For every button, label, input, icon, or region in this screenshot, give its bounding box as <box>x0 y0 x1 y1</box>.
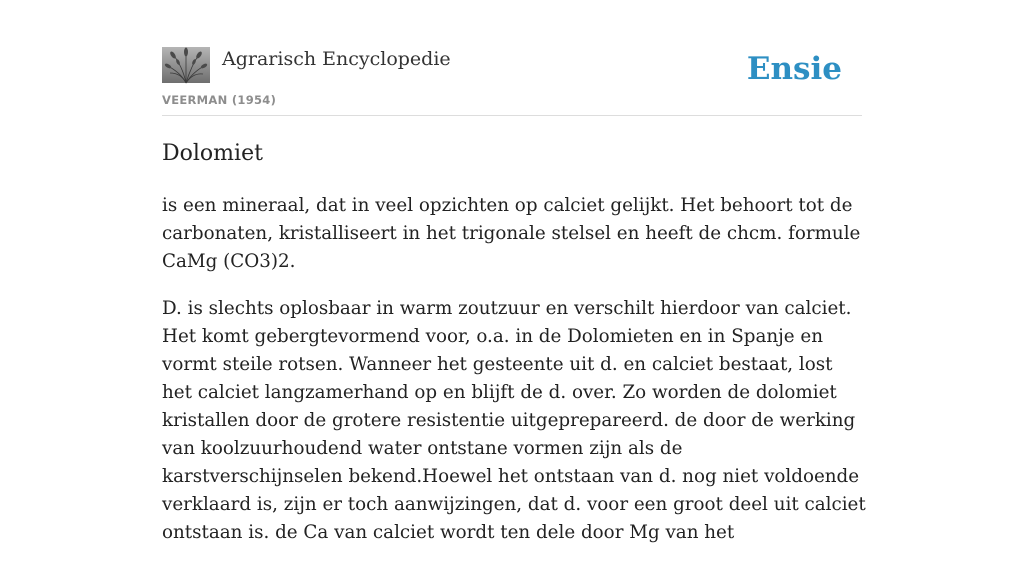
article-paragraph: D. is slechts oplosbaar in warm zoutzuur en verschilt hierdoor van calciet. Het komt gebergtevormend voor, o.a. in de Dolomieten en in Spanje en vormt steile rotsen. Wanneer het gesteente uit d. en calciet bestaat, lost het calciet langzamerhand op en blijft de d. over. Zo worden de dolomiet kristallen door de grotere resistentie uitgeprepareerd. de door de werking van koolzuurhoudend water ontstane vormen zijn als de karstverschijnselen bekend.Hoewel het ontstaan van d. nog niet voldoende verklaard is, zijn er toch aanwijzingen, dat d. voor een groot deel uit calciet ontstaan is. de Ca van calciet wordt ten dele door Mg van het <box>162 298 866 543</box>
edition-label: VEERMAN (1954) <box>162 93 277 107</box>
publication-name[interactable]: Agrarisch Encyclopedie <box>222 48 451 70</box>
ensie-logo-link[interactable]: Ensie <box>746 51 842 87</box>
header-divider <box>162 115 862 116</box>
site-header <box>162 44 862 116</box>
article-title: Dolomiet <box>162 141 263 166</box>
wheat-engraving-icon[interactable] <box>162 47 210 83</box>
article-paragraph: is een mineraal, dat in veel opzichten op calciet gelijkt. Het behoort tot de carbonaten, kristalliseert in het trigonale stelsel en heeft de chcm. formule CaMg (CO3)2. <box>162 195 861 272</box>
article-body <box>162 192 867 566</box>
